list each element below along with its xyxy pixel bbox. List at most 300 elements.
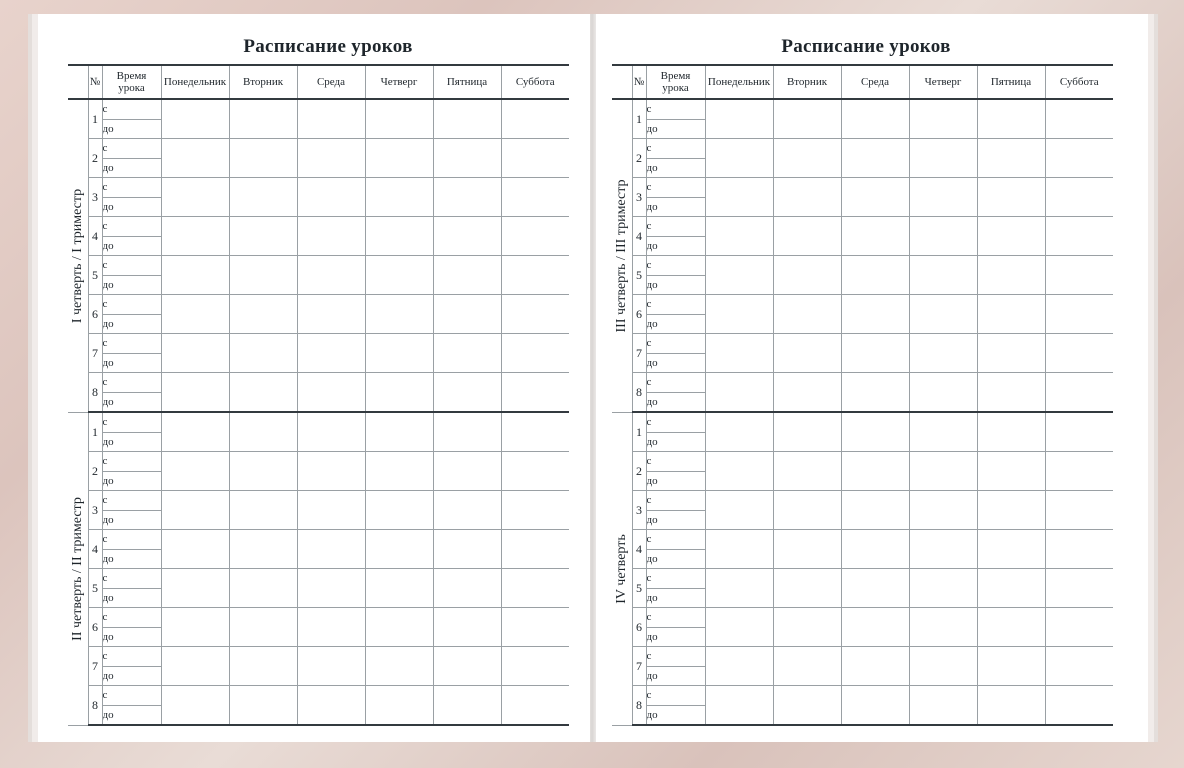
schedule-cell[interactable] [909, 295, 977, 334]
schedule-cell[interactable] [229, 99, 297, 139]
time-from-label: с [646, 178, 705, 198]
schedule-cell[interactable] [977, 530, 1045, 569]
time-to-label: до [646, 666, 705, 686]
lesson-row-from [68, 217, 569, 237]
schedule-cell[interactable] [1045, 412, 1113, 452]
schedule-cell[interactable] [501, 334, 569, 373]
schedule-cell[interactable] [297, 412, 365, 452]
lesson-row-from [612, 99, 1113, 119]
term-cell [612, 99, 632, 412]
schedule-cell[interactable] [501, 530, 569, 569]
schedule-cell[interactable] [161, 217, 229, 256]
schedule-cell[interactable] [909, 608, 977, 647]
time-from-label: с [102, 217, 161, 237]
schedule-cell[interactable] [501, 139, 569, 178]
schedule-cell[interactable] [909, 139, 977, 178]
lesson-number: 3 [632, 491, 646, 530]
schedule-cell[interactable] [977, 99, 1045, 139]
schedule-cell[interactable] [773, 99, 841, 139]
schedule-cell[interactable] [705, 217, 773, 256]
schedule-cell[interactable] [841, 295, 909, 334]
schedule-cell[interactable] [977, 139, 1045, 178]
schedule-cell[interactable] [1045, 256, 1113, 295]
schedule-cell[interactable] [1045, 178, 1113, 217]
schedule-cell[interactable] [365, 608, 433, 647]
time-to-label: до [102, 510, 161, 530]
day-header: Суббота [1045, 65, 1113, 99]
schedule-cell[interactable] [909, 334, 977, 373]
lesson-row-from [68, 295, 569, 315]
schedule-cell[interactable] [909, 686, 977, 726]
schedule-cell[interactable] [229, 569, 297, 608]
schedule-cell[interactable] [773, 452, 841, 491]
time-from-label: с [102, 491, 161, 511]
schedule-cell[interactable] [501, 452, 569, 491]
schedule-cell[interactable] [705, 452, 773, 491]
schedule-cell[interactable] [1045, 295, 1113, 334]
schedule-cell[interactable] [297, 491, 365, 530]
schedule-cell[interactable] [841, 217, 909, 256]
schedule-cell[interactable] [909, 491, 977, 530]
term-cell [612, 412, 632, 725]
schedule-cell[interactable] [773, 178, 841, 217]
time-to-label: до [102, 627, 161, 647]
schedule-cell[interactable] [297, 295, 365, 334]
schedule-cell[interactable] [773, 334, 841, 373]
schedule-cell[interactable] [433, 530, 501, 569]
schedule-cell[interactable] [433, 295, 501, 334]
schedule-cell[interactable] [1045, 530, 1113, 569]
time-from-label: с [102, 295, 161, 315]
lesson-number: 8 [632, 373, 646, 413]
schedule-cell[interactable] [229, 295, 297, 334]
schedule-cell[interactable] [841, 139, 909, 178]
schedule-cell[interactable] [229, 373, 297, 413]
schedule-cell[interactable] [773, 139, 841, 178]
term-label: IV четверть [613, 533, 629, 604]
schedule-cell[interactable] [705, 530, 773, 569]
time-to-label: до [646, 197, 705, 217]
day-header: Понедельник [705, 65, 773, 99]
schedule-cell[interactable] [365, 452, 433, 491]
time-from-label: с [102, 569, 161, 589]
schedule-cell[interactable] [977, 334, 1045, 373]
schedule-cell[interactable] [161, 686, 229, 726]
time-from-label: с [646, 530, 705, 550]
schedule-cell[interactable] [977, 256, 1045, 295]
day-header: Вторник [773, 65, 841, 99]
schedule-cell[interactable] [433, 686, 501, 726]
time-to-label: до [646, 588, 705, 608]
schedule-cell[interactable] [705, 412, 773, 452]
schedule-cell[interactable] [365, 530, 433, 569]
schedule-cell[interactable] [841, 334, 909, 373]
schedule-cell[interactable] [365, 99, 433, 139]
lesson-number: 1 [88, 99, 102, 139]
schedule-cell[interactable] [297, 647, 365, 686]
schedule-cell[interactable] [909, 412, 977, 452]
time-to-label: до [646, 392, 705, 412]
schedule-cell[interactable] [909, 217, 977, 256]
schedule-cell[interactable] [161, 139, 229, 178]
schedule-cell[interactable] [501, 412, 569, 452]
time-from-label: с [646, 99, 705, 119]
schedule-cell[interactable] [909, 530, 977, 569]
lesson-row-from [68, 178, 569, 198]
schedule-cell[interactable] [705, 569, 773, 608]
schedule-cell[interactable] [433, 452, 501, 491]
schedule-cell[interactable] [433, 139, 501, 178]
term-header [68, 65, 88, 99]
schedule-cell[interactable] [1045, 217, 1113, 256]
lesson-number: 1 [632, 412, 646, 452]
schedule-table-container [68, 64, 569, 726]
time-to-label: до [102, 471, 161, 491]
schedule-cell[interactable] [773, 569, 841, 608]
schedule-cell[interactable] [365, 139, 433, 178]
lesson-row-from [68, 412, 569, 432]
schedule-cell[interactable] [433, 334, 501, 373]
lesson-number: 7 [632, 334, 646, 373]
time-header: Время урока [102, 65, 161, 99]
time-to-label: до [646, 158, 705, 178]
schedule-cell[interactable] [161, 647, 229, 686]
time-from-label: с [102, 139, 161, 159]
schedule-cell[interactable] [773, 530, 841, 569]
schedule-cell[interactable] [297, 256, 365, 295]
lesson-number: 4 [632, 217, 646, 256]
time-to-label: до [102, 158, 161, 178]
schedule-cell[interactable] [433, 217, 501, 256]
schedule-cell[interactable] [297, 99, 365, 139]
schedule-cell[interactable] [365, 295, 433, 334]
schedule-table-container [612, 64, 1113, 726]
time-from-label: с [646, 139, 705, 159]
time-to-label: до [102, 705, 161, 725]
schedule-cell[interactable] [977, 217, 1045, 256]
schedule-cell[interactable] [501, 686, 569, 726]
schedule-cell[interactable] [841, 452, 909, 491]
schedule-cell[interactable] [705, 491, 773, 530]
schedule-cell[interactable] [229, 647, 297, 686]
time-from-label: с [102, 530, 161, 550]
schedule-cell[interactable] [229, 412, 297, 452]
schedule-cell[interactable] [841, 647, 909, 686]
lesson-row-from [612, 139, 1113, 159]
schedule-cell[interactable] [297, 217, 365, 256]
term-label: III четверть / III триместр [613, 179, 629, 333]
schedule-cell[interactable] [433, 647, 501, 686]
schedule-cell[interactable] [297, 178, 365, 217]
schedule-cell[interactable] [365, 647, 433, 686]
time-from-label: с [102, 334, 161, 354]
schedule-cell[interactable] [297, 139, 365, 178]
lesson-number: 6 [632, 608, 646, 647]
lesson-number: 5 [88, 256, 102, 295]
page-title: Расписание уроков [243, 36, 413, 57]
schedule-cell[interactable] [229, 256, 297, 295]
schedule-cell[interactable] [1045, 647, 1113, 686]
schedule-cell[interactable] [1045, 99, 1113, 139]
time-from-label: с [102, 256, 161, 276]
lesson-row-from [68, 256, 569, 276]
day-header: Понедельник [161, 65, 229, 99]
schedule-cell[interactable] [297, 373, 365, 413]
term-cell [68, 412, 88, 725]
schedule-cell[interactable] [365, 334, 433, 373]
lesson-number: 6 [88, 608, 102, 647]
time-from-label: с [646, 608, 705, 628]
schedule-cell[interactable] [433, 373, 501, 413]
schedule-cell[interactable] [977, 373, 1045, 413]
schedule-cell[interactable] [161, 530, 229, 569]
schedule-cell[interactable] [773, 608, 841, 647]
time-from-label: с [646, 491, 705, 511]
term-header [612, 65, 632, 99]
schedule-cell[interactable] [1045, 452, 1113, 491]
lesson-number: 7 [632, 647, 646, 686]
lesson-number: 4 [88, 217, 102, 256]
schedule-cell[interactable] [161, 491, 229, 530]
schedule-cell[interactable] [161, 569, 229, 608]
schedule-cell[interactable] [705, 139, 773, 178]
lesson-row-from [68, 491, 569, 511]
day-header: Пятница [433, 65, 501, 99]
schedule-cell[interactable] [1045, 139, 1113, 178]
schedule-cell[interactable] [501, 217, 569, 256]
lesson-row-from [68, 452, 569, 472]
lesson-number: 3 [88, 491, 102, 530]
schedule-cell[interactable] [841, 608, 909, 647]
schedule-cell[interactable] [161, 412, 229, 452]
header-row [612, 65, 1113, 99]
schedule-cell[interactable] [365, 373, 433, 413]
lesson-number: 5 [88, 569, 102, 608]
schedule-cell[interactable] [501, 373, 569, 413]
schedule-cell[interactable] [705, 373, 773, 413]
schedule-cell[interactable] [297, 334, 365, 373]
lesson-number: 2 [88, 452, 102, 491]
schedule-cell[interactable] [841, 491, 909, 530]
schedule-cell[interactable] [501, 569, 569, 608]
schedule-cell[interactable] [229, 686, 297, 726]
schedule-cell[interactable] [229, 178, 297, 217]
schedule-cell[interactable] [297, 530, 365, 569]
schedule-cell[interactable] [229, 334, 297, 373]
schedule-cell[interactable] [365, 412, 433, 452]
schedule-cell[interactable] [705, 608, 773, 647]
schedule-cell[interactable] [501, 295, 569, 334]
lesson-number: 2 [88, 139, 102, 178]
schedule-cell[interactable] [161, 295, 229, 334]
lesson-number: 7 [88, 334, 102, 373]
schedule-cell[interactable] [161, 334, 229, 373]
schedule-cell[interactable] [501, 491, 569, 530]
time-from-label: с [102, 99, 161, 119]
schedule-cell[interactable] [841, 412, 909, 452]
schedule-cell[interactable] [229, 608, 297, 647]
time-from-label: с [102, 647, 161, 667]
schedule-cell[interactable] [433, 491, 501, 530]
schedule-cell[interactable] [705, 295, 773, 334]
schedule-cell[interactable] [773, 647, 841, 686]
schedule-cell[interactable] [365, 686, 433, 726]
schedule-cell[interactable] [433, 178, 501, 217]
right-page [596, 14, 1148, 742]
schedule-cell[interactable] [501, 178, 569, 217]
schedule-cell[interactable] [977, 686, 1045, 726]
schedule-cell[interactable] [705, 256, 773, 295]
schedule-cell[interactable] [229, 139, 297, 178]
lesson-row-from [68, 608, 569, 628]
schedule-cell[interactable] [977, 569, 1045, 608]
schedule-cell[interactable] [841, 569, 909, 608]
schedule-cell[interactable] [705, 334, 773, 373]
schedule-cell[interactable] [841, 256, 909, 295]
schedule-cell[interactable] [365, 217, 433, 256]
schedule-cell[interactable] [297, 686, 365, 726]
schedule-cell[interactable] [773, 373, 841, 413]
schedule-table [612, 64, 1113, 726]
lesson-row-from [612, 530, 1113, 550]
lesson-row-from [68, 334, 569, 354]
day-header: Суббота [501, 65, 569, 99]
lesson-row-from [612, 491, 1113, 511]
schedule-cell[interactable] [501, 608, 569, 647]
lesson-row-from [612, 373, 1113, 393]
schedule-cell[interactable] [433, 569, 501, 608]
time-to-label: до [646, 119, 705, 139]
schedule-cell[interactable] [501, 256, 569, 295]
lesson-number: 7 [88, 647, 102, 686]
schedule-cell[interactable] [705, 647, 773, 686]
time-to-label: до [646, 705, 705, 725]
schedule-cell[interactable] [433, 412, 501, 452]
schedule-cell[interactable] [161, 373, 229, 413]
schedule-cell[interactable] [705, 99, 773, 139]
schedule-cell[interactable] [841, 686, 909, 726]
schedule-cell[interactable] [365, 178, 433, 217]
schedule-cell[interactable] [365, 491, 433, 530]
day-header: Среда [297, 65, 365, 99]
schedule-cell[interactable] [433, 99, 501, 139]
schedule-cell[interactable] [841, 99, 909, 139]
schedule-cell[interactable] [1045, 608, 1113, 647]
time-to-label: до [102, 666, 161, 686]
schedule-cell[interactable] [433, 608, 501, 647]
schedule-cell[interactable] [773, 491, 841, 530]
lesson-number: 6 [88, 295, 102, 334]
schedule-cell[interactable] [977, 295, 1045, 334]
lesson-row-from [612, 608, 1113, 628]
schedule-cell[interactable] [773, 686, 841, 726]
lesson-row-from [612, 256, 1113, 276]
schedule-cell[interactable] [1045, 491, 1113, 530]
schedule-cell[interactable] [161, 256, 229, 295]
time-to-label: до [102, 236, 161, 256]
number-header: № [632, 65, 646, 99]
time-from-label: с [646, 647, 705, 667]
schedule-cell[interactable] [841, 178, 909, 217]
time-to-label: до [646, 627, 705, 647]
schedule-cell[interactable] [297, 452, 365, 491]
schedule-cell[interactable] [909, 256, 977, 295]
schedule-cell[interactable] [1045, 373, 1113, 413]
schedule-cell[interactable] [909, 647, 977, 686]
schedule-cell[interactable] [977, 647, 1045, 686]
schedule-cell[interactable] [161, 452, 229, 491]
schedule-cell[interactable] [229, 491, 297, 530]
schedule-cell[interactable] [977, 608, 1045, 647]
left-page [38, 14, 590, 742]
schedule-cell[interactable] [229, 530, 297, 569]
lesson-number: 3 [632, 178, 646, 217]
schedule-cell[interactable] [773, 256, 841, 295]
schedule-cell[interactable] [1045, 686, 1113, 726]
schedule-cell[interactable] [161, 99, 229, 139]
time-to-label: до [102, 353, 161, 373]
day-header: Среда [841, 65, 909, 99]
schedule-cell[interactable] [501, 99, 569, 139]
term-label: I четверть / I триместр [69, 188, 85, 323]
schedule-cell[interactable] [705, 686, 773, 726]
time-to-label: до [646, 353, 705, 373]
schedule-cell[interactable] [909, 452, 977, 491]
time-to-label: до [646, 275, 705, 295]
schedule-cell[interactable] [229, 217, 297, 256]
schedule-cell[interactable] [977, 491, 1045, 530]
time-from-label: с [102, 452, 161, 472]
time-to-label: до [646, 432, 705, 452]
schedule-cell[interactable] [433, 256, 501, 295]
schedule-cell[interactable] [1045, 569, 1113, 608]
schedule-cell[interactable] [841, 530, 909, 569]
schedule-cell[interactable] [365, 256, 433, 295]
time-to-label: до [102, 119, 161, 139]
time-from-label: с [646, 686, 705, 706]
schedule-cell[interactable] [501, 647, 569, 686]
schedule-cell[interactable] [909, 569, 977, 608]
schedule-cell[interactable] [297, 569, 365, 608]
lesson-row-from [612, 217, 1113, 237]
schedule-cell[interactable] [773, 295, 841, 334]
schedule-cell[interactable] [977, 412, 1045, 452]
schedule-cell[interactable] [773, 217, 841, 256]
schedule-cell[interactable] [705, 178, 773, 217]
schedule-cell[interactable] [297, 608, 365, 647]
schedule-cell[interactable] [229, 452, 297, 491]
schedule-cell[interactable] [841, 373, 909, 413]
schedule-cell[interactable] [773, 412, 841, 452]
time-from-label: с [646, 373, 705, 393]
lesson-number: 8 [632, 686, 646, 726]
schedule-cell[interactable] [909, 99, 977, 139]
time-to-label: до [102, 197, 161, 217]
lesson-number: 5 [632, 569, 646, 608]
lesson-number: 3 [88, 178, 102, 217]
time-from-label: с [646, 334, 705, 354]
time-from-label: с [102, 373, 161, 393]
schedule-cell[interactable] [977, 178, 1045, 217]
schedule-cell[interactable] [909, 373, 977, 413]
lesson-row-from [612, 452, 1113, 472]
schedule-cell[interactable] [909, 178, 977, 217]
schedule-cell[interactable] [977, 452, 1045, 491]
schedule-cell[interactable] [161, 178, 229, 217]
schedule-cell[interactable] [365, 569, 433, 608]
schedule-cell[interactable] [1045, 334, 1113, 373]
schedule-cell[interactable] [161, 608, 229, 647]
